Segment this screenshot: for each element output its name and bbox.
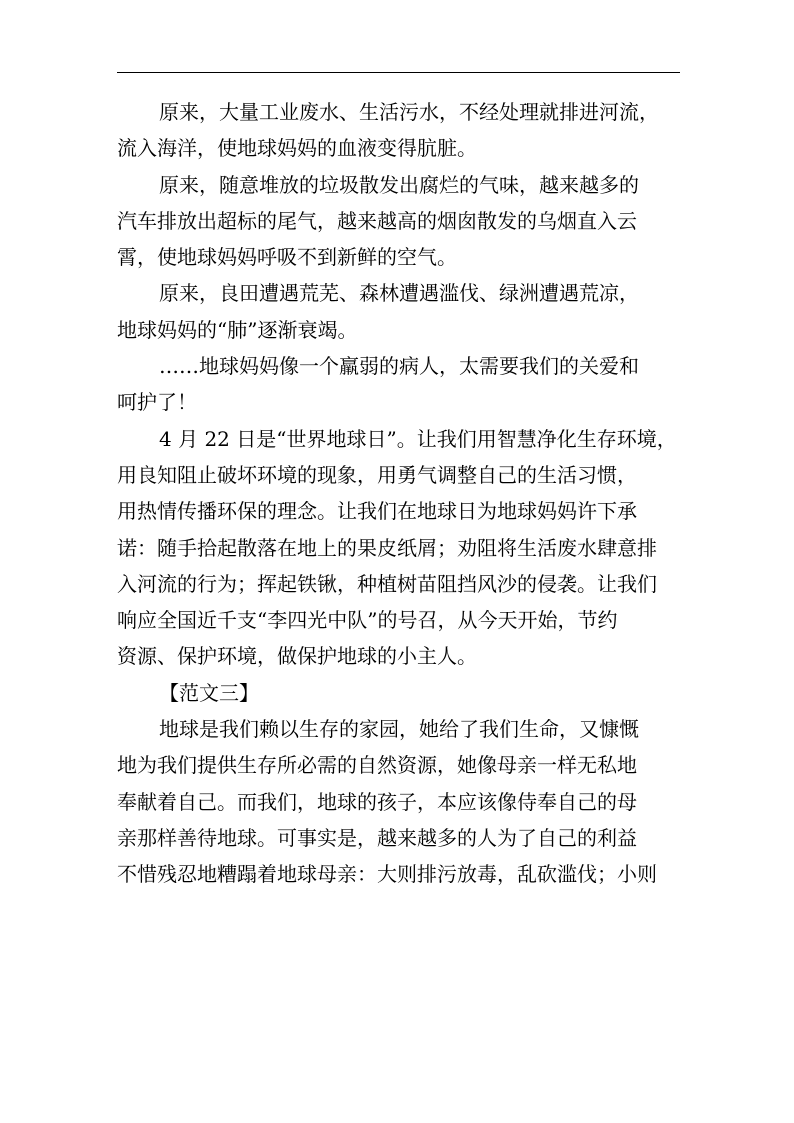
paragraph-land-degradation xyxy=(117,275,680,348)
text-line: 地为我们提供生存所必需的自然资源，她像母亲一样无私地 xyxy=(117,753,637,778)
text-line: 地球妈妈的“肺”逐渐衰竭。 xyxy=(117,317,358,342)
text-line: 汽车排放出超标的尾气，越来越高的烟囱散发的乌烟直入云 xyxy=(117,208,637,233)
paragraph-earth-day xyxy=(117,421,680,675)
header-rule xyxy=(117,72,680,73)
paragraph-polluted-water xyxy=(117,94,680,167)
text-line: 奉献着自己。而我们，地球的孩子，本应该像侍奉自己的母 xyxy=(117,789,637,814)
text-line: 地球是我们赖以生存的家园，她给了我们生命，又慷慨 xyxy=(159,717,639,742)
text-line: ……地球妈妈像一个羸弱的病人，太需要我们的关爱和 xyxy=(159,354,639,379)
text-line: 原来，大量工业废水、生活污水，不经处理就排进河流， xyxy=(159,100,659,124)
text-line: 4 月 22 日是“世界地球日”。让我们用智慧净化生存环境， xyxy=(159,426,677,451)
text-line: 用热情传播环保的理念。让我们在地球日为地球妈妈许下承 xyxy=(117,499,637,524)
section-heading: 【范文三】 xyxy=(159,680,259,705)
text-line: 资源、保护环境，做保护地球的小主人。 xyxy=(117,644,477,669)
paragraph-sick-earth xyxy=(117,348,680,421)
text-line: 呵护了！ xyxy=(117,390,197,415)
text-line: 霄，使地球妈妈呼吸不到新鲜的空气。 xyxy=(117,245,457,270)
paragraph-polluted-air xyxy=(117,167,680,276)
text-line: 响应全国近千支“李四光中队”的号召，从今天开始，节约 xyxy=(117,608,618,633)
text-line: 用良知阻止破坏环境的现象，用勇气调整自己的生活习惯， xyxy=(117,462,637,487)
text-line: 入河流的行为；挥起铁锹，种植树苗阻挡风沙的侵袭。让我们 xyxy=(117,571,657,596)
text-line: 流入海洋，使地球妈妈的血液变得肮脏。 xyxy=(117,136,477,161)
text-line: 原来，随意堆放的垃圾散发出腐烂的气味，越来越多的 xyxy=(159,172,639,197)
text-line: 亲那样善待地球。可事实是，越来越多的人为了自己的利益 xyxy=(117,825,637,850)
paragraph-earth-home xyxy=(117,711,680,892)
text-line: 原来，良田遭遇荒芜、森林遭遇滥伐、绿洲遭遇荒凉， xyxy=(159,281,639,306)
document-body xyxy=(117,94,680,893)
text-line: 不惜残忍地糟蹋着地球母亲：大则排污放毒，乱砍滥伐；小则 xyxy=(117,862,657,887)
text-line: 诺：随手拾起散落在地上的果皮纸屑；劝阻将生活废水肆意排 xyxy=(117,535,657,560)
